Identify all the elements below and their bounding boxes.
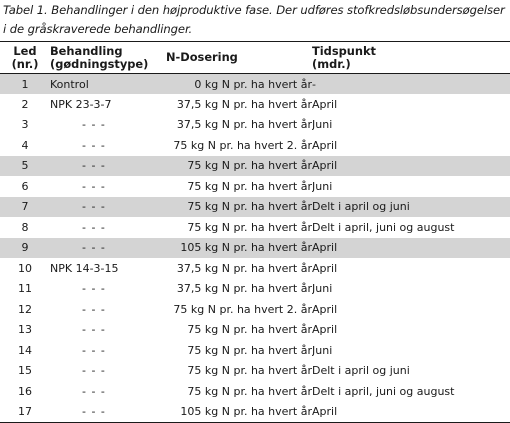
table-row [0,361,510,382]
table-row [0,94,510,115]
cell-behandling: - - - [82,220,106,234]
cell-tidspunkt: April [312,261,338,275]
cell-behandling: - - - [50,197,152,218]
table-row [0,381,510,402]
cell-behandling: NPK 14-3-15 [50,261,119,275]
cell-led: 12 [18,302,32,316]
cell-behandling: Kontrol [50,74,152,95]
cell-tidspunkt: Delt i april og juni [312,197,510,218]
header-led: Led (nr.) [0,42,50,74]
cell-dosering: 75 kg N pr. ha hvert år [187,220,312,234]
table-row [0,156,510,177]
table-row [0,402,510,423]
treatments-table [0,41,510,423]
cell-led: 16 [18,384,32,398]
table-row [0,279,510,300]
cell-tidspunkt: Juni [312,343,333,357]
table-header-row [0,42,510,74]
cell-behandling: - - - [50,402,152,423]
cell-dosering: 105 kg N pr. ha hvert år [152,238,312,259]
cell-tidspunkt: Juni [312,179,333,193]
cell-led: 3 [21,118,29,132]
cell-tidspunkt: April [312,138,338,152]
cell-led: 17 [0,402,50,423]
cell-led: 7 [0,197,50,218]
cell-dosering: 75 kg N pr. ha hvert år [187,179,312,193]
cell-led: 11 [18,282,32,296]
table-row [0,197,510,218]
cell-dosering: 0 kg N pr. ha hvert år [152,74,312,95]
cell-tidspunkt: April [312,238,510,259]
cell-led: 14 [18,343,32,357]
cell-tidspunkt: April [312,156,510,177]
cell-behandling: - - - [50,156,152,177]
cell-tidspunkt: April [312,402,510,423]
table-body [0,74,510,423]
table-row [0,340,510,361]
cell-led: 15 [18,364,32,378]
table-row [0,135,510,156]
cell-led: 1 [0,74,50,95]
cell-tidspunkt: Delt i april og juni [312,364,410,378]
cell-tidspunkt: Juni [312,282,333,296]
cell-behandling: - - - [82,384,106,398]
header-tidspunkt: Tidspunkt (mdr.) [312,42,510,74]
cell-tidspunkt: - [312,74,510,95]
cell-behandling: - - - [82,282,106,296]
cell-dosering: 37,5 kg N pr. ha hvert år [176,97,312,111]
header-behandling: Behandling (gødningstype) [50,42,152,74]
cell-led: 10 [18,261,32,275]
cell-led: 13 [18,323,32,337]
cell-led: 6 [21,179,29,193]
cell-tidspunkt: Delt i april, juni og august [312,384,455,398]
table-row [0,176,510,197]
cell-dosering: 75 kg N pr. ha hvert 2. år [173,138,312,152]
cell-behandling: - - - [82,364,106,378]
cell-led: 2 [21,97,29,111]
cell-behandling: NPK 23-3-7 [50,97,112,111]
cell-behandling: - - - [82,302,106,316]
cell-dosering: 75 kg N pr. ha hvert år [187,323,312,337]
table-row [0,74,510,95]
cell-led: 8 [21,220,29,234]
cell-behandling: - - - [82,179,106,193]
cell-tidspunkt: April [312,97,338,111]
cell-tidspunkt: Delt i april, juni og august [312,220,455,234]
cell-behandling: - - - [82,343,106,357]
cell-tidspunkt: April [312,302,338,316]
cell-dosering: 75 kg N pr. ha hvert år [187,384,312,398]
cell-behandling: - - - [82,118,106,132]
cell-dosering: 37,5 kg N pr. ha hvert år [176,282,312,296]
cell-tidspunkt: April [312,323,338,337]
table-row [0,238,510,259]
cell-led: 5 [0,156,50,177]
cell-dosering: 75 kg N pr. ha hvert 2. år [173,302,312,316]
cell-dosering: 37,5 kg N pr. ha hvert år [176,118,312,132]
cell-behandling: - - - [82,323,106,337]
cell-dosering: 75 kg N pr. ha hvert år [187,343,312,357]
table-row [0,320,510,341]
cell-led: 4 [21,138,29,152]
cell-led: 9 [0,238,50,259]
cell-dosering: 75 kg N pr. ha hvert år [152,197,312,218]
table-caption: Tabel 1. Behandlinger i den højproduktive fase. Der udføres stofkredsløbsundersøgelser i de gråskraverede behandlinger. [3,3,505,36]
cell-dosering: 37,5 kg N pr. ha hvert år [176,261,312,275]
cell-dosering: 105 kg N pr. ha hvert år [152,402,312,423]
cell-dosering: 75 kg N pr. ha hvert år [152,156,312,177]
table-row [0,258,510,279]
cell-tidspunkt: Juni [312,118,333,132]
table-row [0,217,510,238]
cell-dosering: 75 kg N pr. ha hvert år [187,364,312,378]
table-row [0,115,510,136]
cell-behandling: - - - [82,138,106,152]
header-dosering: N-Dosering [152,42,312,74]
cell-behandling: - - - [50,238,152,259]
table-row [0,299,510,320]
